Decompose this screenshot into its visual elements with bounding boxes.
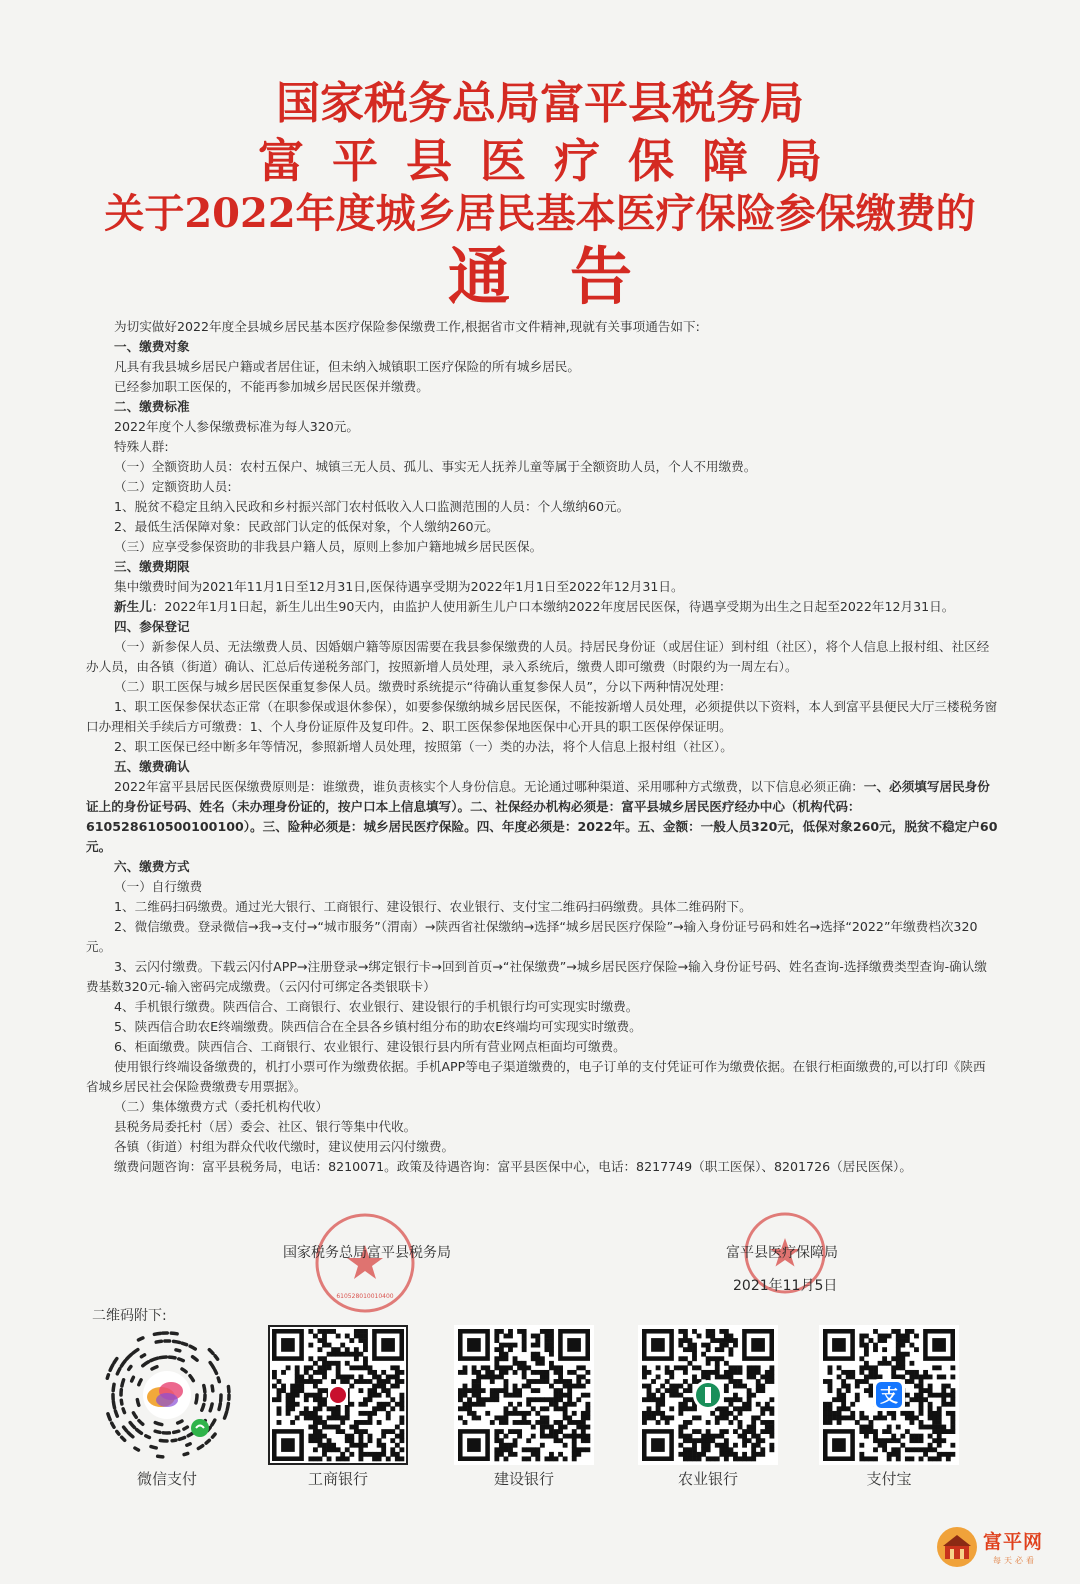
- paragraph: （二）集体缴费方式（委托机构代收）: [114, 1099, 329, 1114]
- title-line-3: 关于2022年度城乡居民基本医疗保险参保缴费的: [104, 190, 976, 237]
- title-line-4: 通告: [447, 240, 692, 313]
- paragraph: 2、微信缴费。登录微信→我→支付→“城市服务”（渭南）→陕西省社保缴纳→选择“城乡居民医疗保险”→输入身份证号码和姓名→选择“2022”年缴费档次320元。: [86, 919, 978, 954]
- title-line-2: 富平县医疗保障局: [258, 134, 850, 188]
- newborn-label: 新生儿: [114, 599, 152, 614]
- ccb-qr[interactable]: [454, 1325, 594, 1469]
- notice-body: [86, 317, 998, 1177]
- alipay-qr[interactable]: [819, 1325, 959, 1469]
- qr-label-wechat: 微信支付: [136, 1470, 197, 1488]
- confirmation-paragraph: [86, 777, 998, 857]
- brand-tagline: 每天必看: [993, 1556, 1037, 1565]
- qr-heading: 二维码附下:: [92, 1308, 167, 1324]
- intro-paragraph: 为切实做好2022年度全县城乡居民基本医疗保险参保缴费工作,根据省市文件精神,现就有关事项通告如下:: [114, 319, 700, 334]
- icbc-icon: [268, 1325, 408, 1465]
- paragraph: 2022年度个人参保缴费标准为每人320元。: [114, 419, 359, 434]
- paragraph: 特殊人群:: [114, 439, 169, 454]
- paragraph: 2、职工医保已经中断多年等情况，参照新增人员处理，按照第（一）类的办法，将个人信息上报村组（社区）。: [114, 739, 733, 754]
- qr-label-icbc: 工商银行: [307, 1470, 368, 1488]
- paragraph: 1、职工医保参保状态正常（在职参保或退休参保），如要参保缴纳城乡居民医保，不能按新增人员处理，必须提供以下资料，本人到富平县便民大厅三楼税务窗口办理相关手续后方可缴费：1、个人身份证原件及复印件。2、职工医保参保地医保中心开具的职工医保停保证明。: [86, 699, 998, 734]
- abc-bank-icon: [638, 1325, 778, 1465]
- newborn-paragraph: [86, 597, 998, 617]
- seal-code: 610528010010400: [336, 1293, 394, 1300]
- paragraph: （三）应享受参保资助的非我县户籍人员，原则上参加户籍地城乡居民医保。: [114, 539, 543, 554]
- section-heading: 四、参保登记: [114, 619, 190, 634]
- paragraph: （一）全额资助人员：农村五保户、城镇三无人员、孤儿、事实无人抚养儿童等属于全额资助人员，个人不用缴费。: [114, 459, 757, 474]
- signature-date: 2021年11月5日: [733, 1278, 838, 1294]
- alipay-icon: [819, 1325, 959, 1465]
- confirmation-requirements: 一、必须填写居民身份证上的身份证号码、姓名（未办理身份证的，按户口本上信息填写）。二、社保经办机构必须是：富平县城乡居民医疗经办中心（机构代码：610528610500100100）。三、险种必须是：城乡居民医疗保险。四、年度必须是：2022年。五、金额：一般人员320元，低保对象260元，脱贫不稳定户60元。: [86, 779, 998, 854]
- section-heading: 六、缴费方式: [114, 859, 190, 874]
- brand-name: 富平网: [983, 1531, 1044, 1553]
- qr-label-abc: 农业银行: [677, 1470, 738, 1488]
- signature-medical-bureau: 富平县医疗保障局: [726, 1245, 838, 1261]
- paragraph: （一）新参保人员、无法缴费人员、因婚姻户籍等原因需要在我县参保缴费的人员。持居民身份证（或居住证）到村组（社区），将个人信息上报村组、社区经办人员，由各镇（街道）确认、汇总后传递税务部门，按照新增人员处理，录入系统后，缴费人即可缴费（时限约为一周左右）。: [86, 639, 990, 674]
- newborn-text: ：2022年1月1日起，新生儿出生90天内，由监护人使用新生儿户口本缴纳2022年度居民医保，待遇享受期为出生之日起至2022年12月31日。: [151, 599, 955, 614]
- section-heading: 五、缴费确认: [114, 759, 190, 774]
- qr-label-ccb: 建设银行: [493, 1470, 554, 1488]
- icbc-qr[interactable]: [268, 1325, 408, 1469]
- wechat-pay-icon: [97, 1325, 237, 1465]
- paragraph: 2、最低生活保障对象：民政部门认定的低保对象，个人缴纳260元。: [114, 519, 499, 534]
- paragraph: 1、脱贫不稳定且纳入民政和乡村振兴部门农村低收入人口监测范围的人员：个人缴纳60元。: [114, 499, 630, 514]
- paragraph: （一）自行缴费: [114, 879, 203, 894]
- paragraph: 缴费问题咨询：富平县税务局，电话：8210071。政策及待遇咨询：富平县医保中心，电话：8217749（职工医保）、8201726（居民医保）。: [114, 1159, 912, 1174]
- paragraph: 3、云闪付缴费。下载云闪付APP→注册登录→绑定银行卡→回到首页→“社保缴费”→城乡居民医疗保险→输入身份证号码、姓名查询-选择缴费类型查询-确认缴费基数320元-输入密码完成缴费。（云闪付可绑定各类银联卡）: [86, 959, 987, 994]
- svg-text:支: 支: [880, 1386, 898, 1407]
- confirmation-intro: 2022年富平县居民医保缴费原则是：谁缴费，谁负责核实个人身份信息。无论通过哪种渠道、采用哪种方式缴费，以下信息必须正确：: [114, 779, 864, 794]
- paragraph: 集中缴费时间为2021年11月1日至12月31日,医保待遇享受期为2022年1月1日至2022年12月31日。: [114, 579, 684, 594]
- paragraph: 县税务局委托村（居）委会、社区、银行等集中代收。: [114, 1119, 417, 1134]
- tax-bureau-seal-icon: [312, 1210, 418, 1316]
- paragraph: 1、二维码扫码缴费。通过光大银行、工商银行、建设银行、农业银行、支付宝二维码扫码缴费。具体二维码附下。: [114, 899, 752, 914]
- title-line-1: 国家税务总局富平县税务局: [276, 78, 804, 129]
- brand-logo-icon: [935, 1525, 979, 1569]
- brand-watermark: [935, 1525, 1065, 1575]
- abc-bank-qr[interactable]: [638, 1325, 778, 1469]
- section-heading: 三、缴费期限: [114, 559, 190, 574]
- ccb-icon: [454, 1325, 594, 1465]
- signature-tax-bureau: 国家税务总局富平县税务局: [283, 1245, 451, 1261]
- section-heading: 一、缴费对象: [114, 339, 190, 354]
- paragraph: 4、手机银行缴费。陕西信合、工商银行、农业银行、建设银行的手机银行均可实现实时缴费。: [114, 999, 639, 1014]
- paragraph: 凡具有我县城乡居民户籍或者居住证，但未纳入城镇职工医疗保险的所有城乡居民。: [114, 359, 580, 374]
- paragraph: 各镇（街道）村组为群众代收代缴时，建议使用云闪付缴费。: [114, 1139, 455, 1154]
- paragraph: （二）定额资助人员:: [114, 479, 232, 494]
- qr-label-alipay: 支付宝: [866, 1470, 912, 1488]
- paragraph: 6、柜面缴费。陕西信合、工商银行、农业银行、建设银行县内所有营业网点柜面均可缴费。: [114, 1039, 626, 1054]
- paragraph: 使用银行终端设备缴费的，机打小票可作为缴费依据。手机APP等电子渠道缴费的，电子订单的支付凭证可作为缴费依据。在银行柜面缴费的,可以打印《陕西省城乡居民社会保险费缴费专用票据》。: [86, 1059, 986, 1094]
- paragraph: （二）职工医保与城乡居民医保重复参保人员。缴费时系统提示“待确认重复参保人员”，分以下两种情况处理：: [114, 679, 732, 694]
- paragraph: 5、陕西信合助农E终端缴费。陕西信合在全县各乡镇村组分布的助农E终端均可实现实时缴费。: [114, 1019, 642, 1034]
- wechat-pay-qr[interactable]: [97, 1325, 237, 1469]
- paragraph: 已经参加职工医保的，不能再参加城乡居民医保并缴费。: [114, 379, 429, 394]
- section-heading: 二、缴费标准: [114, 399, 190, 414]
